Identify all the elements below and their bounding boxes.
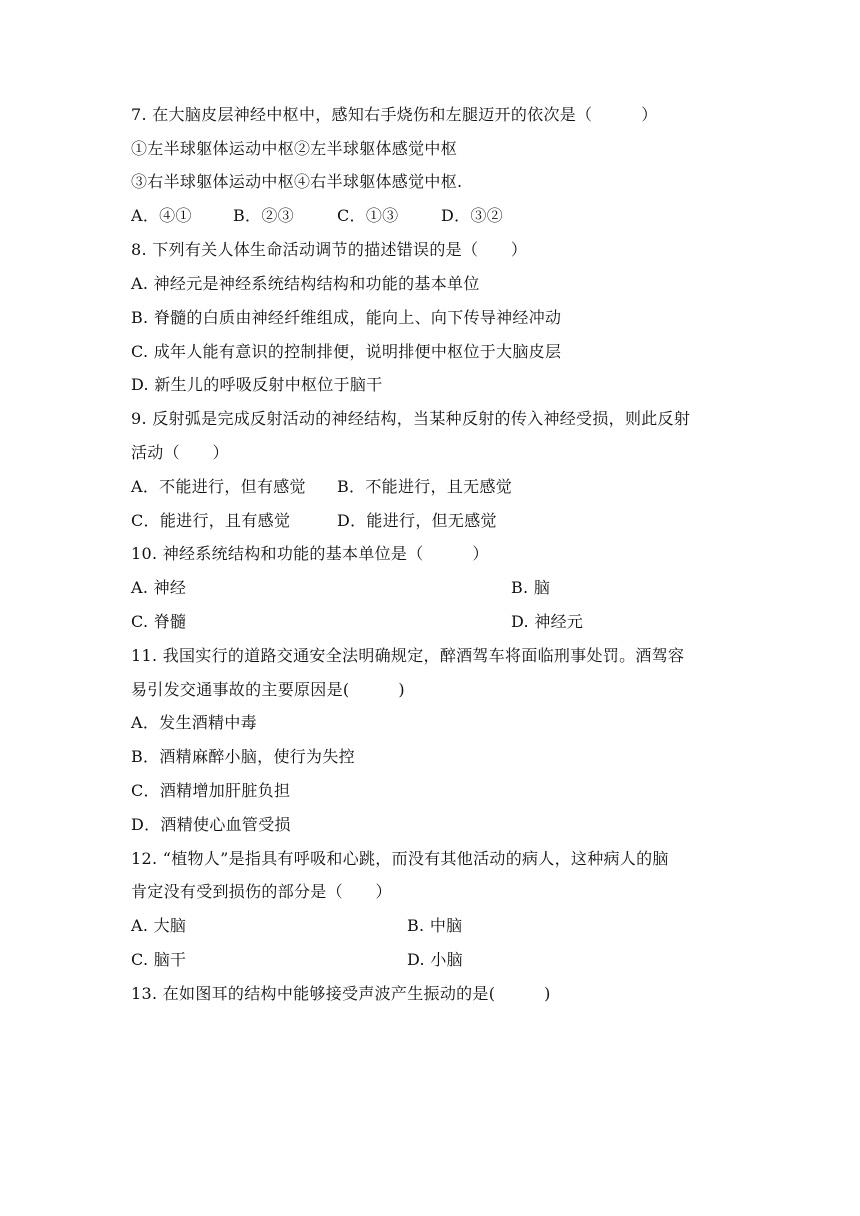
question-13-stem: 13. 在如图耳的结构中能够接受声波产生振动的是( ) — [131, 984, 551, 1003]
question-8-option-d: D. 新生儿的呼吸反射中枢位于脑干 — [131, 375, 383, 394]
question-9-stem-line-1: 9. 反射弧是完成反射活动的神经结构，当某种反射的传入神经受损，则此反射 — [131, 409, 691, 428]
question-12-option-a: A. 大脑 — [131, 916, 187, 935]
question-7-stem: 7. 在大脑皮层神经中枢中，感知右手烧伤和左腿迈开的依次是（ ） — [131, 105, 658, 124]
question-7-option-a: A．④① — [131, 206, 192, 225]
question-7-option-c: C．①③ — [337, 206, 399, 225]
question-8-stem: 8. 下列有关人体生命活动调节的描述错误的是（ ） — [131, 240, 528, 259]
question-11-option-b: B．酒精麻醉小脑，使行为失控 — [131, 747, 355, 766]
question-8-option-c: C. 成年人能有意识的控制排便，说明排便中枢位于大脑皮层 — [131, 342, 562, 361]
question-11-option-c: C．酒精增加肝脏负担 — [131, 781, 291, 800]
question-11-option-a: A．发生酒精中毒 — [131, 713, 257, 732]
question-8-option-a: A. 神经元是神经系统结构结构和功能的基本单位 — [131, 274, 480, 293]
question-10-option-a: A. 神经 — [131, 578, 187, 597]
question-9-option-d: D．能进行，但无感觉 — [337, 511, 497, 530]
question-7-option-b: B．②③ — [233, 206, 294, 225]
question-9-stem-line-2: 活动（ ） — [131, 443, 229, 462]
question-10-stem: 10. 神经系统结构和功能的基本单位是（ ） — [131, 544, 489, 563]
question-11-option-d: D．酒精使心血管受损 — [131, 815, 291, 834]
question-12-option-b: B. 中脑 — [407, 916, 463, 935]
question-10-option-b: B. 脑 — [511, 578, 551, 597]
question-12-option-d: D. 小脑 — [407, 950, 463, 969]
question-7-option-d: D．③② — [441, 206, 504, 225]
question-7-statement-2: ③右半球躯体运动中枢④右半球躯体感觉中枢. — [131, 172, 463, 191]
question-9-option-b: B．不能进行，且无感觉 — [337, 477, 513, 496]
question-12-option-c: C. 脑干 — [131, 950, 187, 969]
question-11-stem-line-1: 11. 我国实行的道路交通安全法明确规定，醉酒驾车将面临刑事处罚。酒驾容 — [131, 646, 685, 665]
question-12-stem-line-2: 肯定没有受到损伤的部分是（ ） — [131, 882, 392, 901]
question-7-statement-1: ①左半球躯体运动中枢②左半球躯体感觉中枢 — [131, 139, 458, 158]
question-10-option-c: C. 脊髓 — [131, 612, 187, 631]
question-8-option-b: B. 脊髓的白质由神经纤维组成，能向上、向下传导神经冲动 — [131, 308, 562, 327]
question-9-option-a: A．不能进行，但有感觉 — [131, 477, 306, 496]
question-12-stem-line-1: 12. “植物人”是指具有呼吸和心跳，而没有其他活动的病人，这种病人的脑 — [131, 849, 669, 868]
question-9-option-c: C．能进行，且有感觉 — [131, 511, 291, 530]
question-11-stem-line-2: 易引发交通事故的主要原因是( ) — [131, 680, 405, 699]
question-10-option-d: D. 神经元 — [511, 612, 584, 631]
